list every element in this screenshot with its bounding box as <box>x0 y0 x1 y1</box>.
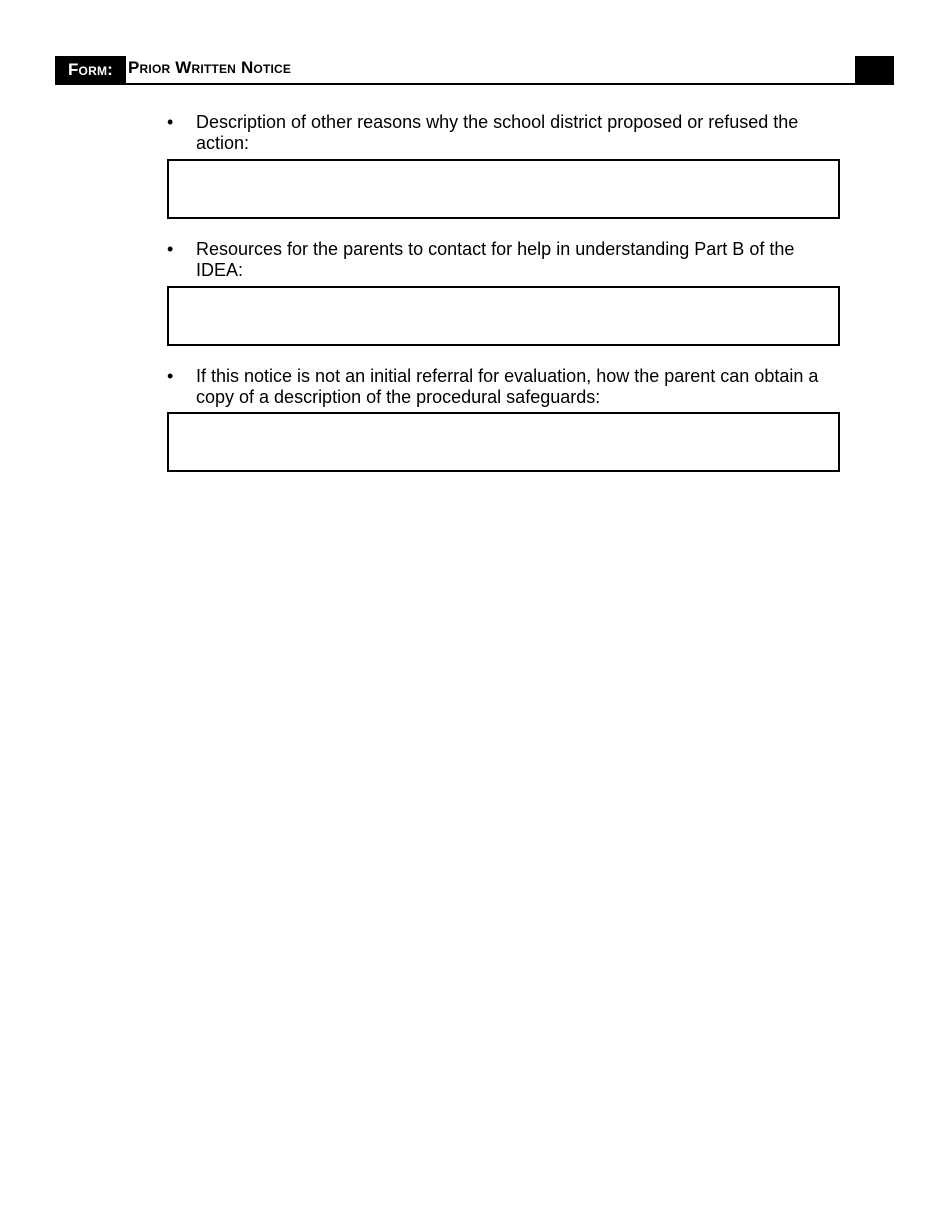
question-text: If this notice is not an initial referral for evaluation, how the parent can obtain a copy of a description of the procedural safeguards: <box>196 366 819 407</box>
header-corner-block <box>855 56 894 85</box>
bullet: • <box>167 366 174 386</box>
question-item-procedural-safeguards <box>167 366 840 408</box>
form-title: Prior Written Notice <box>128 58 292 77</box>
bullet: • <box>167 239 174 259</box>
header-rule <box>126 83 894 85</box>
question-item-resources <box>167 239 840 281</box>
question-text: Resources for the parents to contact for help in understanding Part B of the IDEA: <box>196 239 795 280</box>
answer-box-other-reasons[interactable] <box>167 159 840 219</box>
question-text: Description of other reasons why the school district proposed or refused the action: <box>196 112 799 153</box>
answer-box-resources[interactable] <box>167 286 840 346</box>
form-header <box>55 56 894 85</box>
form-label: Form: <box>55 56 126 85</box>
answer-box-procedural-safeguards[interactable] <box>167 412 840 472</box>
bullet: • <box>167 112 174 132</box>
question-item-other-reasons <box>167 112 840 154</box>
